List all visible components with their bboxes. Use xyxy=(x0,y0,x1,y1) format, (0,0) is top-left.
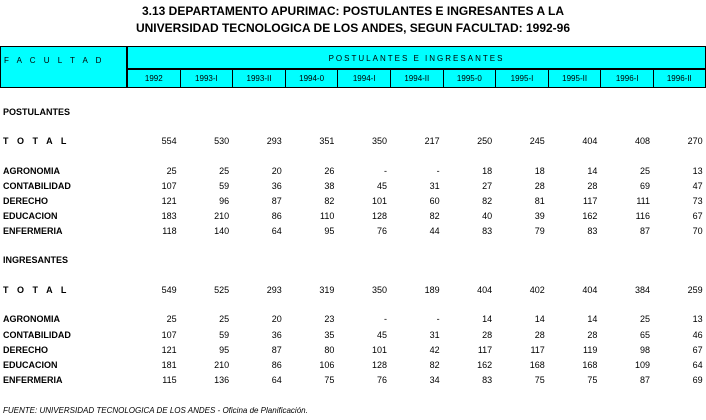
value-cell: 217 xyxy=(424,136,440,146)
value-cell: 384 xyxy=(634,285,650,295)
value-cell: 59 xyxy=(219,181,230,191)
value-cell: 46 xyxy=(692,330,703,340)
value-cell: 117 xyxy=(530,345,545,355)
value-cell: 121 xyxy=(161,196,177,206)
value-cell: 402 xyxy=(529,285,545,295)
value-cell: 404 xyxy=(582,136,598,146)
value-cell: 525 xyxy=(214,285,230,295)
value-cell: 350 xyxy=(371,285,387,295)
value-cell: 60 xyxy=(429,196,440,206)
table-row xyxy=(0,330,706,344)
value-cell: 95 xyxy=(324,226,335,236)
value-cell: 82 xyxy=(324,196,335,206)
value-cell: 18 xyxy=(482,166,493,176)
value-cell: 259 xyxy=(687,285,703,295)
value-cell: 79 xyxy=(534,226,545,236)
value-cell: 245 xyxy=(529,136,545,146)
value-cell: 47 xyxy=(692,181,703,191)
value-cell: 95 xyxy=(219,345,230,355)
value-cell: 83 xyxy=(482,226,493,236)
value-cell: 168 xyxy=(582,360,598,370)
value-cell: - xyxy=(384,166,387,176)
value-cell: 109 xyxy=(634,360,650,370)
year-header-cell: 1995-I xyxy=(495,69,549,88)
value-cell: 44 xyxy=(429,226,440,236)
value-cell: - xyxy=(436,166,440,176)
value-cell: 87 xyxy=(271,196,282,206)
value-cell: 530 xyxy=(214,136,230,146)
value-cell: 87 xyxy=(271,345,282,355)
faculty-label: ENFERMERIA xyxy=(3,226,63,236)
title-line-2: UNIVERSIDAD TECNOLOGICA DE LOS ANDES, SEGUN FACULTAD: 1992-96 xyxy=(135,21,571,35)
value-cell: 45 xyxy=(376,330,387,340)
table-row xyxy=(0,211,706,225)
value-cell: 107 xyxy=(161,330,177,340)
year-header-cell: 1994-II xyxy=(390,69,444,88)
value-cell: 86 xyxy=(271,211,282,221)
value-cell: 14 xyxy=(534,314,545,324)
value-cell: 162 xyxy=(582,211,598,221)
value-cell: 73 xyxy=(692,196,703,206)
value-cell: 42 xyxy=(429,345,440,355)
year-header-cell: 1995-0 xyxy=(443,69,497,88)
table-row xyxy=(0,314,706,328)
value-cell: 38 xyxy=(324,181,335,191)
value-cell: 75 xyxy=(324,375,335,385)
value-cell: 549 xyxy=(161,285,177,295)
value-cell: 117 xyxy=(477,345,493,355)
value-cell: 25 xyxy=(166,166,177,176)
value-cell: 408 xyxy=(634,136,650,146)
value-cell: 183 xyxy=(161,211,177,221)
value-cell: 31 xyxy=(429,330,440,340)
year-header-cell: 1996-II xyxy=(653,69,706,88)
value-cell: - xyxy=(436,314,440,324)
value-cell: 118 xyxy=(162,226,177,236)
value-cell: 117 xyxy=(583,196,598,206)
value-cell: 25 xyxy=(219,166,230,176)
value-cell: 69 xyxy=(639,181,650,191)
value-cell: 75 xyxy=(587,375,598,385)
source-note: FUENTE: UNIVERSIDAD TECNOLOGICA DE LOS ANDES - Oficina de Planificación. xyxy=(3,406,308,415)
value-cell: 40 xyxy=(482,211,493,221)
value-cell: 101 xyxy=(371,196,387,206)
value-cell: 116 xyxy=(635,211,650,221)
value-cell: 87 xyxy=(639,375,650,385)
value-cell: 59 xyxy=(219,330,230,340)
value-cell: 14 xyxy=(587,166,598,176)
table-row xyxy=(0,226,706,240)
value-cell: 70 xyxy=(692,226,703,236)
value-cell: 28 xyxy=(482,330,493,340)
value-cell: 39 xyxy=(534,211,545,221)
value-cell: 64 xyxy=(271,375,282,385)
year-header-cell: 1994-I xyxy=(337,69,391,88)
table-row xyxy=(0,345,706,359)
year-header-cell: 1996-I xyxy=(600,69,654,88)
value-cell: 81 xyxy=(534,196,545,206)
value-cell: 136 xyxy=(214,375,230,385)
value-cell: 293 xyxy=(266,136,282,146)
title-line-1: 3.13 DEPARTAMENTO APURIMAC: POSTULANTES E INGRESANTES A LA xyxy=(141,4,565,18)
faculty-label: ENFERMERIA xyxy=(3,375,63,385)
value-cell: 20 xyxy=(271,166,282,176)
value-cell: 210 xyxy=(214,360,230,370)
faculty-label: CONTABILIDAD xyxy=(3,181,71,191)
value-cell: 23 xyxy=(324,314,335,324)
value-cell: 34 xyxy=(429,375,440,385)
table-row xyxy=(0,181,706,195)
value-cell: 119 xyxy=(583,345,598,355)
value-cell: 67 xyxy=(692,211,703,221)
value-cell: 64 xyxy=(271,226,282,236)
value-cell: 83 xyxy=(482,375,493,385)
value-cell: 140 xyxy=(214,226,230,236)
year-header-cell: 1992 xyxy=(127,69,181,88)
value-cell: 270 xyxy=(687,136,703,146)
value-cell: 350 xyxy=(371,136,387,146)
value-cell: 121 xyxy=(161,345,177,355)
value-cell: 76 xyxy=(376,226,387,236)
value-cell: 110 xyxy=(320,211,335,221)
value-cell: 82 xyxy=(482,196,493,206)
table-row xyxy=(0,196,706,210)
value-cell: 293 xyxy=(266,285,282,295)
value-cell: 36 xyxy=(271,181,282,191)
value-cell: 101 xyxy=(371,345,387,355)
faculty-label: DERECHO xyxy=(3,345,49,355)
faculty-label: CONTABILIDAD xyxy=(3,330,71,340)
value-cell: 25 xyxy=(639,166,650,176)
section-heading: POSTULANTES xyxy=(3,107,71,117)
postulantes-ingresantes-header: POSTULANTES E INGRESANTES xyxy=(127,46,706,69)
value-cell: 64 xyxy=(692,360,703,370)
value-cell: 162 xyxy=(477,360,493,370)
table-row xyxy=(0,166,706,180)
facultad-header: F A C U L T A D xyxy=(0,46,127,88)
value-cell: 82 xyxy=(429,211,440,221)
value-cell: 26 xyxy=(324,166,335,176)
value-cell: 28 xyxy=(534,181,545,191)
value-cell: 107 xyxy=(161,181,177,191)
value-cell: 27 xyxy=(482,181,493,191)
value-cell: 210 xyxy=(214,211,230,221)
value-cell: 13 xyxy=(692,314,703,324)
value-cell: 404 xyxy=(477,285,493,295)
value-cell: 45 xyxy=(376,181,387,191)
value-cell: 128 xyxy=(371,360,387,370)
value-cell: 31 xyxy=(429,181,440,191)
table-row xyxy=(0,375,706,389)
value-cell: 14 xyxy=(587,314,598,324)
value-cell: 65 xyxy=(639,330,650,340)
value-cell: 25 xyxy=(219,314,230,324)
value-cell: 25 xyxy=(639,314,650,324)
value-cell: 404 xyxy=(582,285,598,295)
value-cell: 168 xyxy=(529,360,545,370)
value-cell: 111 xyxy=(636,196,650,206)
value-cell: 319 xyxy=(319,285,335,295)
year-header-cell: 1993-II xyxy=(232,69,286,88)
value-cell: 28 xyxy=(587,181,598,191)
faculty-label: EDUCACION xyxy=(3,211,58,221)
year-header-cell: 1994-0 xyxy=(285,69,339,88)
total-label: T O T A L xyxy=(3,285,70,295)
value-cell: 20 xyxy=(271,314,282,324)
value-cell: 83 xyxy=(587,226,598,236)
value-cell: 82 xyxy=(429,360,440,370)
value-cell: 28 xyxy=(534,330,545,340)
value-cell: 75 xyxy=(534,375,545,385)
value-cell: 67 xyxy=(692,345,703,355)
table-row xyxy=(0,360,706,374)
total-row xyxy=(0,285,706,299)
value-cell: 351 xyxy=(319,136,335,146)
value-cell: 181 xyxy=(161,360,177,370)
value-cell: 14 xyxy=(482,314,493,324)
value-cell: 96 xyxy=(219,196,230,206)
value-cell: - xyxy=(384,314,387,324)
value-cell: 250 xyxy=(477,136,493,146)
year-header-cell: 1995-II xyxy=(548,69,602,88)
faculty-label: AGRONOMIA xyxy=(3,314,60,324)
value-cell: 106 xyxy=(319,360,335,370)
value-cell: 25 xyxy=(166,314,177,324)
year-header-cell: 1993-I xyxy=(180,69,234,88)
total-label: T O T A L xyxy=(3,136,70,146)
value-cell: 36 xyxy=(271,330,282,340)
value-cell: 115 xyxy=(162,375,177,385)
section-heading: INGRESANTES xyxy=(3,255,69,265)
value-cell: 128 xyxy=(371,211,387,221)
value-cell: 28 xyxy=(587,330,598,340)
faculty-label: EDUCACION xyxy=(3,360,58,370)
faculty-label: AGRONOMIA xyxy=(3,166,60,176)
value-cell: 76 xyxy=(376,375,387,385)
value-cell: 18 xyxy=(534,166,545,176)
value-cell: 69 xyxy=(692,375,703,385)
value-cell: 80 xyxy=(324,345,335,355)
faculty-label: DERECHO xyxy=(3,196,49,206)
value-cell: 35 xyxy=(324,330,335,340)
value-cell: 554 xyxy=(161,136,177,146)
value-cell: 189 xyxy=(424,285,440,295)
total-row xyxy=(0,136,706,150)
value-cell: 87 xyxy=(639,226,650,236)
value-cell: 98 xyxy=(639,345,650,355)
value-cell: 86 xyxy=(271,360,282,370)
value-cell: 13 xyxy=(692,166,703,176)
